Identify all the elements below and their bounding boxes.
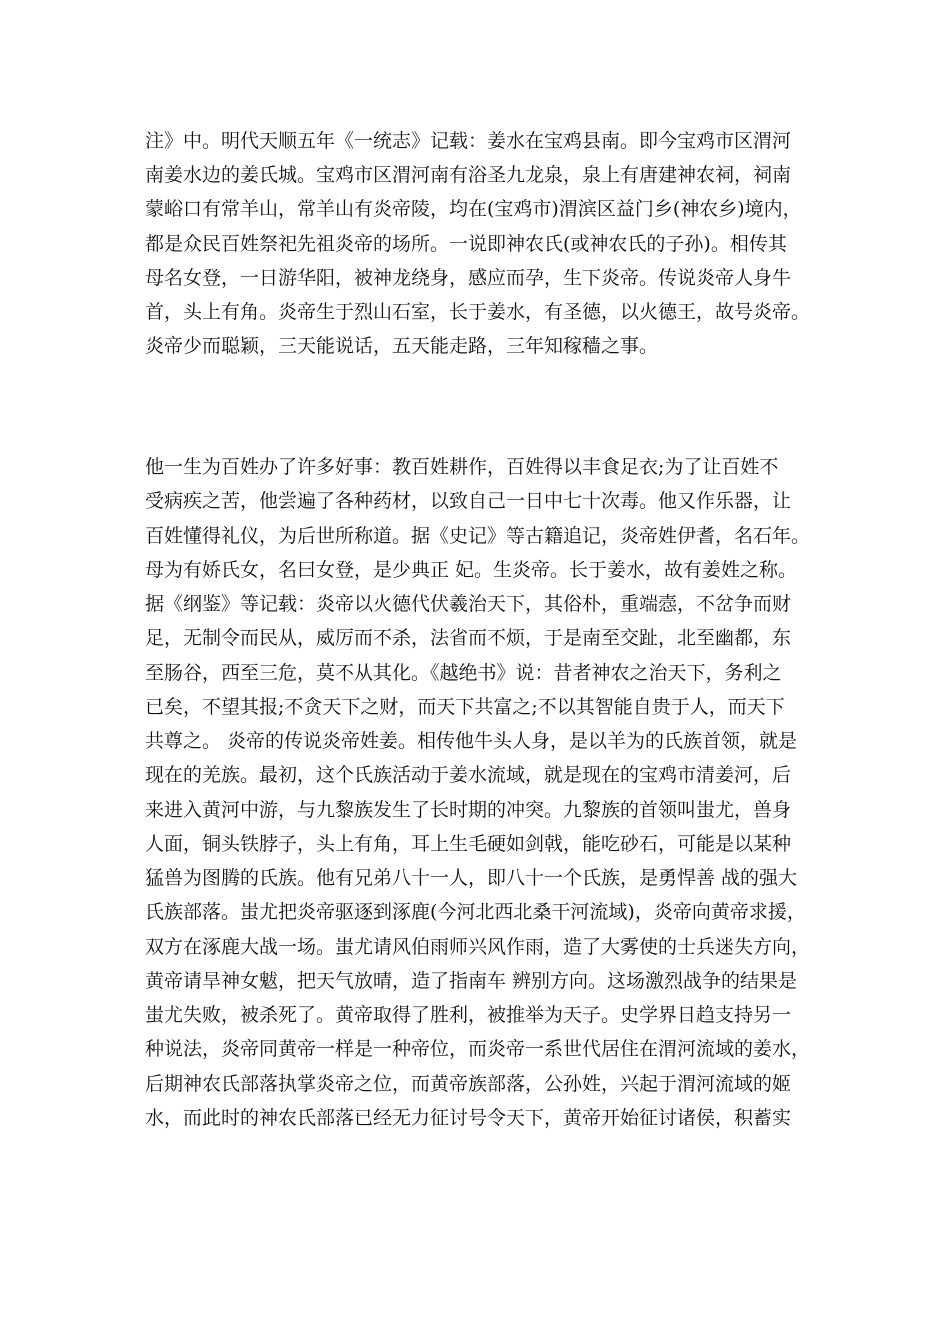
text-line: 水，而此时的神农氏部落已经无力征讨号令天下，黄帝开始征讨诸侯，积蓄实	[145, 1106, 792, 1129]
text-line: 都是众民百姓祭祀先祖炎帝的场所。一说即神农氏(或神农氏的子孙)。相传其	[145, 232, 787, 255]
text-line: 现在的羌族。最初，这个氏族活动于姜水流域，就是现在的宝鸡市清姜河，后	[145, 764, 792, 787]
text-line: 蚩尤失败，被杀死了。黄帝取得了胜利，被推举为天子。史学界日趋支持另一	[145, 1004, 792, 1026]
text-line: 南姜水边的姜氏城。宝鸡市区渭河南有浴圣九龙泉，泉上有唐建神农祠，祠南	[145, 164, 792, 187]
text-line: 他一生为百姓办了许多好事：教百姓耕作，百姓得以丰食足衣;为了让百姓不	[145, 456, 779, 478]
text-line: 双方在涿鹿大战一场。蚩尤请风伯雨师兴风作雨，造了大雾使的士兵迷失方向，	[145, 935, 811, 958]
text-line: 猛兽为图腾的氏族。他有兄弟八十一人，即八十一个氏族，是勇悍善 战的强大	[145, 867, 798, 889]
text-line: 首，头上有角。炎帝生于烈山石室，长于姜水，有圣德，以火德王，故号炎帝。	[145, 300, 811, 323]
text-line: 共尊之。 炎帝的传说炎帝姓姜。相传他牛头人身，是以羊为的氏族首领，就是	[145, 730, 798, 752]
text-line: 已矣，不望其报;不贪天下之财，而天下共富之;不以其智能自贵于人，而天下	[145, 695, 785, 718]
text-line: 人面，铜头铁脖子，头上有角，耳上生毛硬如剑戟，能吃砂石，可能是以某种	[145, 832, 792, 855]
text-line: 足，无制令而民从，威厉而不杀，法省而不烦，于是南至交趾，北至幽都，东	[145, 627, 792, 650]
text-line: 至肠谷，西至三危，莫不从其化。《越绝书》说：昔者神农之治天下，务利之	[145, 661, 782, 684]
text-line: 后期神农氏部落执掌炎帝之位，而黄帝族部落，公孙姓，兴起于渭河流域的姬	[145, 1072, 792, 1095]
text-line: 种说法，炎帝同黄帝一样是一种帝位，而炎帝一系世代居住在渭河流域的姜水，	[145, 1038, 811, 1061]
text-line: 母为有娇氏女，名曰女登，是少典正 妃。生炎帝。长于姜水，故有姜姓之称。	[145, 558, 798, 581]
text-line: 来进入黄河中游，与九黎族发生了长时期的冲突。九黎族的首领叫蚩尤，兽身	[145, 798, 792, 821]
text-line: 母名女登，一日游华阳，被神龙绕身，感应而孕，生下炎帝。传说炎帝人身牛	[145, 266, 792, 289]
paragraph-2	[145, 450, 815, 1135]
text-line: 氏族部落。蚩尤把炎帝驱逐到涿鹿(今河北西北桑干河流域)，炎帝向黄帝求援，	[145, 901, 806, 924]
text-line: 百姓懂得礼仪，为后世所称道。据《史记》等古籍追记，炎帝姓伊耆，名石年。	[145, 524, 811, 547]
text-line: 蒙峪口有常羊山，常羊山有炎帝陵，均在(宝鸡市)渭滨区益门乡(神农乡)境内，	[145, 198, 802, 221]
text-line: 注》中。明代天顺五年《一统志》记载：姜水在宝鸡县南。即今宝鸡市区渭河	[145, 130, 792, 152]
paragraph-1	[145, 124, 815, 363]
text-line: 受病疾之苦，他尝遍了各种药材，以致自己一日中七十次毒。他又作乐器，让	[145, 490, 792, 513]
text-line: 黄帝请旱神女魃，把天气放晴，造了指南车 辨别方向。这场激烈战争的结果是	[145, 969, 798, 992]
text-line: 据《纲鉴》等记载：炎帝以火德代伏羲治天下，其俗朴，重端悫，不岔争而财	[145, 593, 792, 615]
text-line: 炎帝少而聪颖，三天能说话，五天能走路，三年知稼穑之事。	[145, 335, 659, 358]
